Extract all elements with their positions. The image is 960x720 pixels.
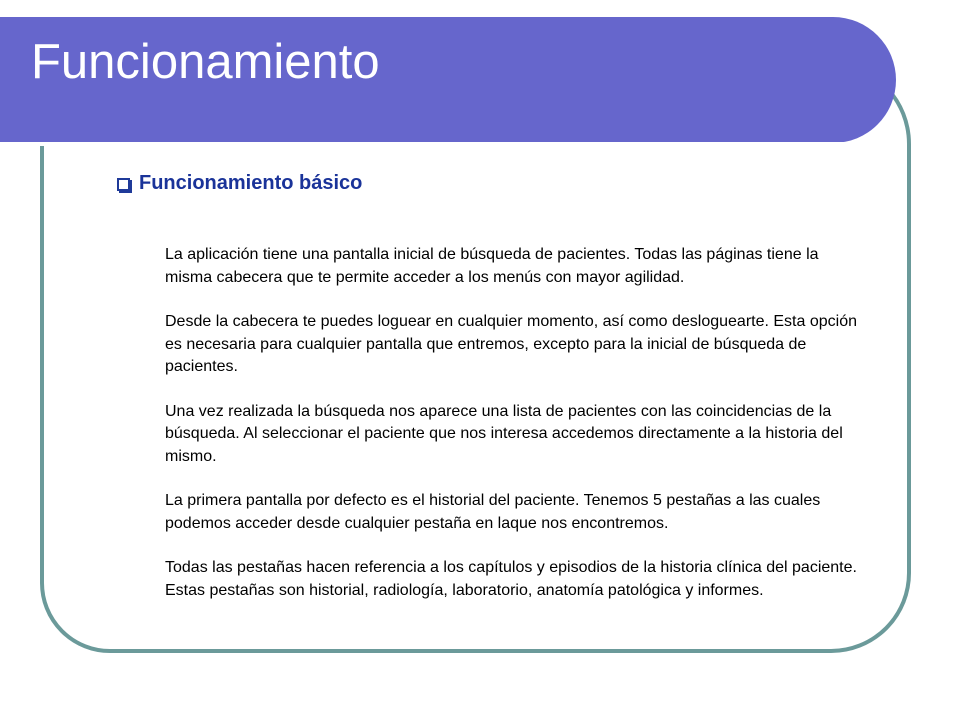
bullet-heading-row: [117, 172, 362, 195]
paragraph-1: La aplicación tiene una pantalla inicial de búsqueda de pacientes. Todas las páginas tiene la misma cabecera que te permite acceder a los menús con mayor agilidad.: [165, 246, 819, 286]
slide-title: Funcionamiento: [31, 35, 380, 89]
paragraph-4: La primera pantalla por defecto es el historial del paciente. Tenemos 5 pestañas a las cuales podemos acceder desde cualquier pestaña en laque nos encontremos.: [165, 492, 821, 532]
body-text: [165, 244, 865, 624]
paragraph-2: Desde la cabecera te puedes loguear en cualquier momento, así como desloguearte. Esta opción es necesaria para cualquier pantalla que entremos, excepto para la inicial de búsqueda de pacientes.: [165, 313, 857, 375]
section-heading: Funcionamiento básico: [139, 172, 363, 194]
paragraph-5: Todas las pestañas hacen referencia a los capítulos y episodios de la historia clínica del paciente. Estas pestañas son historial, radiología, laboratorio, anatomía patológica y informes.: [165, 559, 857, 599]
square-bullet-icon: [117, 178, 130, 191]
title-underline: [0, 142, 849, 146]
paragraph-3: Una vez realizada la búsqueda nos aparece una lista de pacientes con las coincidencias de la búsqueda. Al seleccionar el paciente que nos interesa accedemos directamente a la historia del mismo.: [165, 402, 843, 465]
